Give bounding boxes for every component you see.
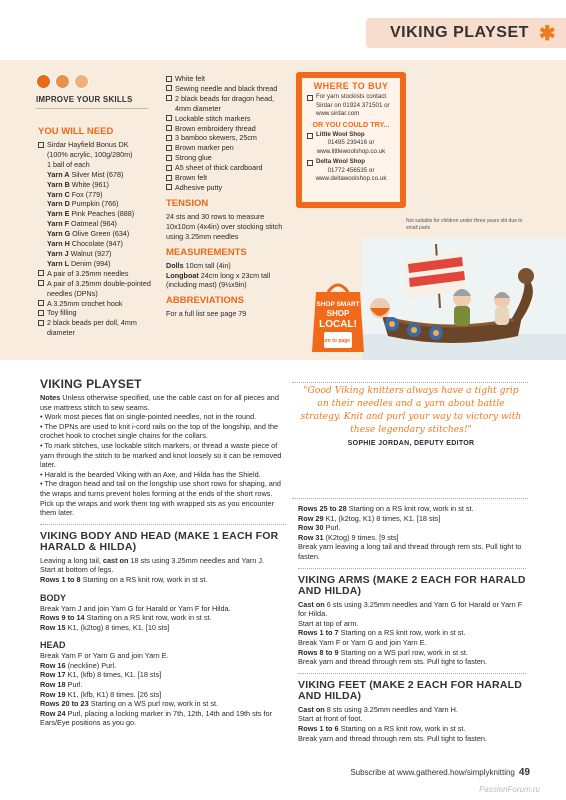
shop-name: Delta Wool Shop [316,158,366,166]
checkbox-icon [307,160,313,166]
notes-bullet: • Harald is the bearded Viking with an Axe, and Hilda has the Shield. [40,469,261,479]
checklist-item: A 3.25mm crochet hook [38,299,156,309]
yarn-line: Yarn J Walnut (927) [47,248,112,258]
checklist-item: Brown marker pen [166,143,288,153]
shop-local-badge [310,278,366,354]
skills-label: IMPROVE YOUR SKILLS [36,95,148,109]
pattern-row: Rows 1 to 6 Starting on a RS knit row, work in st st. [298,723,466,733]
checklist-item: Strong glue [166,153,288,163]
measurements-heading: MEASUREMENTS [166,246,247,258]
pattern-row: Rows 25 to 28 Starting on a RS knit row, work in st st. [298,504,474,513]
checkbox-icon [166,95,172,101]
badge-line3: LOCAL! [319,319,357,330]
checklist-item: A pair of 3.25mm double-pointed needles (DPNs) [38,279,156,299]
checklist-item: Lockable stitch markers [166,114,288,124]
materials-column-b [166,74,288,319]
badge-line2: SHOP [326,309,350,318]
safety-disclaimer: Not suitable for children under three years old due to small parts [406,218,523,231]
head-heading: HEAD [40,640,66,651]
where-to-buy-heading: WHERE TO BUY [313,81,389,91]
section-header-tab [366,18,566,48]
section-divider [298,568,526,569]
pattern-row: Break Yarn J and join Yarn G for Harald or Yarn F for Hilda. [40,603,231,613]
checkbox-icon [166,125,172,131]
pattern-row: Start at top of arm. [298,618,359,628]
shop-info: 01495 239416 or www.littlewoolshop.co.uk [316,139,386,155]
pattern-row: Start at front of foot. [298,714,363,724]
you-will-need-column [38,124,156,338]
checkbox-icon [166,76,172,82]
yarn-item: Sirdar Hayfield Bonus DK (100% acrylic, 100g/280m) 1 ball of each [47,140,133,169]
yarn-line: Yarn C Fox (779) [47,189,103,199]
pattern-row: Rows 9 to 14 Starting on a RS knit row, work in st st. [40,613,212,623]
badge-line1: SHOP SMART [316,301,360,308]
checkbox-icon [307,133,313,139]
notes-bullet: • The DPNs are used to knit i-cord rails on the top of the longship, and the crochet hook to crochet single chains for the collars. [40,421,279,441]
checklist-item: A5 sheet of thick cardboard [166,163,288,173]
shop-entry [307,158,395,166]
viking-playset-photo [362,238,566,360]
pattern-row: Rows 1 to 8 Starting on a RS knit row, work in st st. [40,574,208,584]
where-to-buy-inner [302,78,400,202]
editor-quote [298,384,524,447]
checklist-item: Toy filling [38,308,156,318]
yarn-line: Yarn D Pumpkin (766) [47,199,119,209]
checkbox-icon [166,115,172,121]
abbreviations-text: For a full list see page 79 [166,309,247,319]
checkbox-icon [38,280,44,286]
checklist-item: A pair of 3.25mm needles [38,269,156,279]
notes-paragraph: Notes Unless otherwise specified, use the cable cast on for all pieces and use mattress stitch to sew seams. [40,393,279,412]
where-to-buy-line: For yarn stockists contact Sirdar on 01924 371501 or www.sirdar.com [307,93,395,118]
where-to-buy-box [296,72,406,208]
shop-entry [307,131,395,139]
pattern-row: Row 16 (neckline) Purl. [40,660,117,670]
checkbox-icon [166,175,172,181]
yarn-line: Yarn E Pink Peaches (888) [47,209,135,219]
skills-box [36,74,148,109]
yarn-line: Yarn B White (961) [47,179,109,189]
pattern-row: Row 29 K1, (k2tog, K1) 8 times, K1. [18 sts] [298,513,441,523]
pattern-row: Cast on 8 sts using 3.25mm needles and Yarn H. [298,704,458,714]
pattern-row: Rows 20 to 23 Starting on a WS purl row, work in st st. [40,699,219,709]
pattern-right-column [298,504,526,743]
pattern-row: Row 17 K1, (kfb) 8 times, K1. [18 sts] [40,670,162,680]
checklist-item: White felt [166,74,288,84]
page-number: 49 [518,767,530,778]
pattern-row: Break Yarn F or Yarn G and join Yarn E. [298,637,427,647]
pattern-row: Cast on 6 sts using 3.25mm needles and Yarn G for Harald or Yarn F for Hilda. [298,599,523,619]
checklist-item [38,140,156,170]
watermark: PassionForum.ru [479,785,540,794]
measurement-longboat: Longboat 24cm long x 23cm tall (including mast) (9½x9in) [166,270,271,290]
yarn-ball-icon [36,74,51,89]
yarn-ball-icon [74,74,89,89]
checklist-item: Sewing needle and black thread [166,84,288,94]
quote-divider [292,382,528,383]
you-will-need-heading: YOU WILL NEED [38,126,114,137]
quote-text: "Good Viking knitters always have a tight grip on their needles and a yarn about battle strategy. Knit and purl your way to victory with these legendary stitches!" [300,385,522,435]
checkbox-icon [166,135,172,141]
yarn-line: Yarn F Oatmeal (964) [47,219,117,229]
pattern-row: Row 19 K1, (kfb, K1) 8 times. [26 sts] [40,689,162,699]
checkbox-icon [166,184,172,190]
section-title: VIKING PLAYSET [390,24,529,41]
pattern-row: Rows 1 to 7 Starting on a RS knit row, work in st st. [298,628,466,638]
checkbox-icon [166,155,172,161]
body-heading: BODY [40,592,67,603]
checklist-item: 3 bamboo skewers, 25cm [166,133,288,143]
checkbox-icon [166,165,172,171]
pattern-row: Rows 8 to 9 Starting on a WS purl row, work in st st. [298,647,468,657]
section-divider [298,673,526,674]
yarn-list [38,170,156,269]
abbreviations-heading: ABBREVIATIONS [166,295,244,307]
checkbox-icon [38,270,44,276]
measurement-dolls: Dolls 10cm tall (4in) [166,260,231,270]
checkbox-icon [38,142,44,148]
checkbox-icon [38,300,44,306]
yarn-line: Yarn L Denim (994) [47,258,111,268]
checklist-item: Brown embroidery thread [166,124,288,134]
notes-bullet: • Work most pieces flat on single-pointed needles, not in the round. [40,412,257,422]
pattern-row: Break yarn and thread through rem sts. Pull tight to fasten. [298,657,488,667]
subscribe-link[interactable]: Subscribe at www.gathered.how/simplyknitting [350,768,515,777]
shop-info: 01772 456535 or www.deltawoolshop.co.uk [315,166,387,183]
body-head-intro: Leaving a long tail, cast on 18 sts using 3.25mm needles and Yarn J. Start at bottom of legs. [40,555,265,575]
pattern-row: Row 24 Purl, placing a locking marker in 7th, 12th, 14th and 19th sts for Ears/Eye positions as you go. [40,708,273,728]
notes-bullet: • The dragon head and tail on the longship use short rows for shaping, and the wraps and turns prevent holes forming at the ends of the short rows. Pick up the wraps and work them tog with wrapped sts as you encounter them later. [40,479,281,518]
pattern-row: Row 31 (K2tog) 9 times. [9 sts] [298,532,399,542]
tension-heading: TENSION [166,197,209,209]
yarn-line: Yarn A Silver Mist (678) [47,169,124,179]
pattern-row: Row 18 Purl. [40,680,83,690]
checkbox-icon [38,320,44,326]
checkbox-icon [38,310,44,316]
pattern-row: Row 30 Purl. [298,523,341,533]
arms-heading: VIKING ARMS (MAKE 2 EACH FOR HARALD AND HILDA) [298,573,526,597]
yarn-ball-icon [55,74,70,89]
pattern-title: VIKING PLAYSET [40,377,142,391]
quote-author: SOPHIE JORDAN, DEPUTY EDITOR [347,440,475,447]
pattern-row: Row 15 K1, (k2tog) 8 times, K1. [10 sts] [40,622,170,632]
quote-divider [292,498,528,499]
pattern-row: Break Yarn F or Yarn G and join Yarn E. [40,651,169,661]
checkbox-icon [166,85,172,91]
checklist-item: Brown felt [166,173,288,183]
pattern-row: Break yarn leaving a long tail and thread through rem sts. Pull tight to fasten. [298,542,522,561]
checklist-item: 2 black beads for dragon head, 4mm diameter [166,94,288,114]
asterisk-icon: ✱ [538,22,556,45]
shop-name: Little Wool Shop [316,131,365,139]
badge-line4: Turn to page 7! [320,338,356,344]
yarn-balls [36,74,148,89]
body-head-heading: VIKING BODY AND HEAD (MAKE 1 EACH FOR HARALD & HILDA) [40,529,279,553]
section-divider [40,524,286,525]
page-footer [350,767,530,778]
yarn-line: Yarn H Chocolate (947) [47,239,123,249]
yarn-line: Yarn G Olive Green (634) [47,229,130,239]
pattern-left-column [40,378,286,728]
checkbox-icon [166,145,172,151]
feet-heading: VIKING FEET (MAKE 2 EACH FOR HARALD AND HILDA) [298,678,523,702]
checklist-item: Adhesive putty [166,183,288,193]
tension-text: 24 sts and 30 rows to measure 10x10cm (4x4in) over stocking stitch using 3.25mm needles [166,211,283,241]
pattern-row: Break yarn and thread through rem sts. Pull tight to fasten. [298,733,488,743]
checklist-item: 2 black beads per doll, 4mm diameter [38,318,156,338]
checkbox-icon [307,95,313,101]
notes-bullet: • To mark stitches, use lockable stitch markers, or thread a waste piece of yarn through the stitch to be marked and knot loosely so it can be removed later. [40,440,282,470]
could-try-heading: OR YOU COULD TRY... [312,119,390,129]
